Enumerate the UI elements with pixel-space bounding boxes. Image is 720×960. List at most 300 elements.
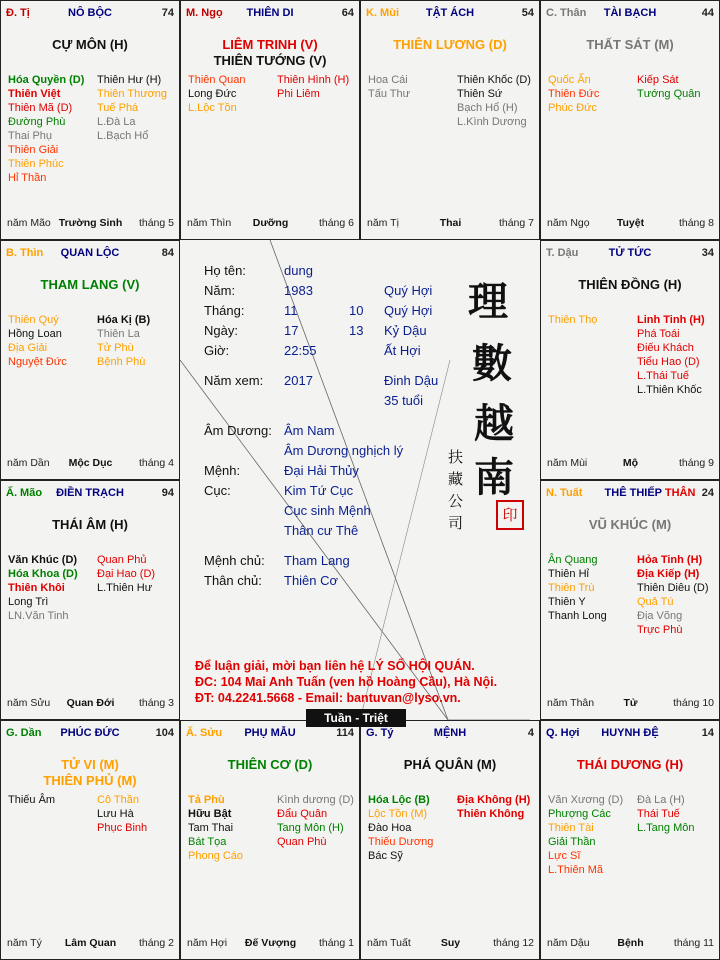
palace-year: năm Mùi [547, 457, 588, 469]
main-stars [181, 37, 359, 69]
palace-name [6, 7, 174, 19]
palace-footer [547, 217, 714, 231]
palace-footer [547, 697, 714, 711]
minor-star: Phục Binh [97, 822, 148, 834]
palace-stage: Tử [623, 697, 638, 709]
name-label: Họ tên: [204, 263, 246, 278]
minor-star: Đường Phù [8, 116, 66, 128]
palace-header [186, 7, 354, 23]
palace-footer [547, 937, 714, 951]
minor-star: Hữu Bật [188, 808, 232, 820]
palace-header [6, 487, 174, 503]
palace-name [6, 727, 174, 739]
palace-cell[interactable] [0, 240, 180, 480]
year-label: Năm: [204, 283, 236, 298]
palace-age-number: 14 [701, 727, 714, 739]
palace-footer [547, 457, 714, 471]
day-can-chi: Kỷ Dậu [384, 323, 427, 338]
palace-name [546, 247, 714, 259]
palace-age-number: 54 [521, 7, 534, 19]
cuc-note-2: Thân cư Thê [284, 523, 359, 538]
palace-year: năm Tý [7, 937, 42, 949]
calligraphy-char: 南 [474, 454, 514, 501]
palace-footer [7, 457, 174, 471]
palace-name-text: ĐIỀN TRẠCH [56, 487, 124, 499]
palace-branch: T. Dậu [546, 247, 579, 259]
minor-star: Thiên Sứ [457, 88, 503, 100]
palace-year: năm Thìn [187, 217, 232, 229]
minor-star: Thiên Khôi [8, 582, 65, 594]
palace-branch: N. Tuất [546, 487, 583, 499]
palace-month: tháng 5 [138, 217, 174, 229]
minor-star: Thiên Việt [8, 88, 61, 100]
minor-star: Phong Cáo [188, 850, 244, 862]
minor-star: Tiểu Hao (D) [637, 356, 700, 368]
minor-star: Nguyệt Đức [8, 356, 67, 368]
minor-star: Hóa Kị (B) [97, 314, 151, 326]
minor-star: Văn Xương (D) [548, 794, 624, 806]
palace-cell[interactable] [0, 480, 180, 720]
minor-star: Tử Phù [97, 342, 134, 354]
minor-star: Quan Phù [277, 836, 327, 848]
minor-star: L.Thái Tuế [637, 370, 689, 382]
minor-star: Thiên La [97, 328, 140, 340]
minor-star: Lực Sĩ [548, 850, 581, 862]
main-star: THAM LANG (V) [40, 277, 140, 292]
menh-chu-value: Tham Lang [284, 553, 350, 568]
palace-age-number: 104 [155, 727, 174, 739]
minor-star: Thiên Hỉ [548, 568, 589, 580]
month-lunar: 10 [349, 303, 364, 318]
am-duong-label: Âm Dương: [204, 423, 272, 438]
minor-star: Trực Phù [637, 624, 683, 636]
palace-branch: M. Ngọ [186, 7, 223, 19]
main-star: TỬ VI (M) [61, 757, 119, 772]
calligraphy-small-char: 扶 [448, 448, 464, 466]
palace-year: năm Dần [7, 457, 50, 469]
palace-month: tháng 8 [678, 217, 714, 229]
palace-age-number: 114 [336, 727, 354, 739]
minor-star: Hỉ Thần [8, 172, 47, 184]
minor-star: Cô Thần [97, 794, 139, 806]
am-duong-value: Âm Nam [284, 423, 335, 438]
minor-star: Thiên Mã (D) [8, 102, 73, 114]
main-stars [541, 37, 719, 53]
palace-header [6, 727, 174, 743]
palace-name [6, 487, 174, 499]
calligraphy-char: 理 [468, 278, 508, 325]
main-stars [1, 37, 179, 53]
main-stars [541, 277, 719, 293]
red-seal-stamp: 印 [496, 500, 524, 530]
palace-branch: Ấ. Sửu [186, 727, 223, 739]
minor-star: Địa Kiếp (H) [637, 568, 700, 580]
minor-star: Đại Hao (D) [97, 568, 156, 580]
palace-branch: G. Tý [366, 727, 394, 739]
main-star: THIÊN ĐỒNG (H) [578, 277, 682, 292]
palace-footer [187, 937, 354, 951]
minor-star: Phúc Đức [548, 102, 597, 114]
than-marker: THÂN [664, 487, 696, 499]
palace-name [366, 7, 534, 19]
minor-star: L.Kình Dương [457, 116, 527, 128]
minor-star: Thiên Thọ [548, 314, 598, 326]
minor-star: Giải Thần [548, 836, 596, 848]
palace-year: năm Hợi [187, 937, 228, 949]
minor-star: Ân Quang [548, 554, 598, 566]
main-stars [181, 757, 359, 773]
minor-star: Thiên Khốc (D) [457, 74, 531, 86]
minor-star: Thiếu Âm [8, 794, 56, 806]
palace-age-number: 74 [161, 7, 174, 19]
minor-star: Phi Liêm [277, 88, 320, 100]
palace-branch: G. Dần [6, 727, 42, 739]
minor-stars-right [97, 313, 150, 369]
minor-star: Lưu Hà [97, 808, 134, 820]
palace-age-number: 94 [161, 487, 174, 499]
palace-age-number: 24 [701, 487, 714, 499]
palace-name-text: PHÚC ĐỨC [60, 727, 120, 739]
minor-star: Kiếp Sát [637, 74, 679, 86]
palace-cell[interactable] [540, 0, 720, 240]
minor-star: Long Trì [8, 596, 49, 608]
minor-stars-left [8, 313, 67, 369]
minor-stars-right [97, 553, 155, 595]
palace-cell[interactable] [540, 720, 720, 960]
palace-year: năm Dậu [547, 937, 590, 949]
minor-star: L.Thiên Hư [97, 582, 153, 594]
palace-cell[interactable] [180, 0, 360, 240]
main-star: VŨ KHÚC (M) [588, 517, 672, 532]
minor-star: Thiên Y [548, 596, 586, 608]
palace-name [366, 727, 534, 739]
minor-star: Hoa Cái [368, 74, 408, 86]
am-duong-note: Âm Dương nghịch lý [284, 443, 404, 458]
minor-stars-left [548, 73, 599, 115]
palace-name-text: TỬ TỨC [608, 247, 652, 259]
palace-name-text: PHỤ MẪU [244, 727, 296, 739]
palace-name [546, 727, 714, 739]
hour-label: Giờ: [204, 343, 230, 358]
minor-star: L.Bạch Hổ [97, 130, 149, 142]
palace-age-number: 44 [701, 7, 714, 19]
minor-star: Văn Khúc (D) [8, 554, 78, 566]
palace-stage: Tuyệt [616, 217, 645, 229]
minor-stars-left [8, 553, 78, 623]
palace-footer [187, 217, 354, 231]
palace-name-text: QUAN LỘC [60, 247, 120, 259]
minor-star: L.Lộc Tồn [188, 102, 237, 114]
minor-star: Tả Phù [188, 794, 225, 806]
cuc-value: Kim Tứ Cục [284, 483, 354, 498]
palace-stage: Dưỡng [252, 217, 289, 229]
palace-branch: Đ. Tị [6, 7, 30, 19]
day-label: Ngày: [204, 323, 238, 338]
calligraphy-small-char: 藏 [448, 470, 464, 488]
minor-star: Hóa Khoa (D) [8, 568, 78, 580]
minor-star: Thiên Trù [548, 582, 595, 594]
minor-star: Đào Hoa [368, 822, 412, 834]
palace-year: năm Tuất [367, 937, 411, 949]
month-can-chi: Quý Hợi [384, 303, 433, 318]
minor-star: Tấu Thư [368, 88, 411, 100]
calligraphy-char: 越 [474, 400, 514, 447]
main-stars [541, 757, 719, 773]
palace-month: tháng 3 [138, 697, 174, 709]
main-star: THẤT SÁT (M) [586, 37, 674, 52]
minor-star: L.Tang Môn [637, 822, 695, 834]
palace-cell[interactable] [360, 720, 540, 960]
cuc-note-1: Cục sinh Mệnh [284, 503, 371, 518]
palace-header [6, 247, 174, 263]
year-can-chi: Quý Hợi [384, 283, 433, 298]
palace-header [366, 7, 534, 23]
palace-month: tháng 2 [138, 937, 174, 949]
minor-star: Thiên Quan [188, 74, 246, 86]
minor-stars-right [277, 73, 349, 101]
minor-stars-left [548, 553, 607, 623]
palace-stage: Mộ [622, 457, 639, 469]
palace-name [6, 247, 174, 259]
main-star: THIÊN TƯỚNG (V) [213, 53, 327, 68]
center-info-panel [180, 240, 540, 720]
month-value: 11 [284, 303, 298, 318]
view-year-can-chi: Đinh Dậu [384, 373, 439, 388]
palace-footer [7, 697, 174, 711]
minor-stars-right [637, 553, 709, 637]
minor-star: LN.Văn Tinh [8, 610, 69, 622]
cuc-label: Cục: [204, 483, 231, 498]
minor-star: Thiên Không [457, 808, 525, 820]
main-stars [1, 757, 179, 789]
minor-stars-right [277, 793, 354, 849]
minor-star: Bệnh Phù [97, 356, 146, 368]
palace-branch: Ấ. Mão [6, 487, 43, 499]
menh-chu-label: Mệnh chủ: [204, 553, 265, 568]
day-value: 17 [284, 323, 299, 338]
minor-star: Lộc Tồn (M) [368, 808, 428, 820]
palace-name-text: TÀI BẠCH [603, 7, 657, 19]
hour-value: 22:55 [284, 343, 317, 358]
contact-line-2: ĐC: 104 Mai Anh Tuấn (ven hồ Hoàng Cầu), Hà Nội. [195, 675, 498, 689]
minor-star: Thiên Thương [97, 88, 168, 100]
day-lunar: 13 [349, 323, 364, 338]
palace-header [546, 727, 714, 743]
minor-star: Linh Tinh (H) [637, 314, 705, 326]
palace-name [546, 7, 714, 19]
main-star: THÁI DƯƠNG (H) [576, 757, 684, 772]
palace-name [586, 487, 714, 499]
minor-star: Địa Giải [8, 342, 48, 354]
palace-cell[interactable] [180, 720, 360, 960]
palace-header [546, 247, 714, 263]
minor-star: Thai Phụ [8, 130, 53, 142]
year-value: 1983 [284, 283, 313, 298]
minor-star: Tam Thai [188, 822, 234, 834]
view-year-value: 2017 [284, 373, 313, 388]
palace-age-number: 34 [701, 247, 714, 259]
minor-star: Quốc Ấn [548, 74, 591, 86]
main-star: THIÊN LƯƠNG (D) [393, 37, 507, 52]
minor-stars-right [457, 73, 531, 129]
palace-footer [367, 217, 534, 231]
minor-stars-right [97, 73, 167, 143]
palace-footer [367, 937, 534, 951]
minor-star: L.Đà La [97, 116, 136, 128]
palace-year: năm Tị [367, 217, 399, 229]
palace-month: tháng 1 [318, 937, 354, 949]
minor-star: Đà La (H) [637, 794, 685, 806]
palace-header [546, 487, 714, 503]
palace-branch: B. Thìn [6, 247, 44, 259]
contact-line-1: Để luận giải, mời bạn liên hệ LÝ SỐ HỘI QUÁN. [195, 659, 475, 673]
minor-stars-left [188, 793, 243, 863]
palace-name-text: MỆNH [433, 727, 467, 739]
palace-age-number: 4 [527, 727, 534, 739]
palace-header [546, 7, 714, 23]
calligraphy-char: 數 [472, 340, 512, 387]
minor-star: Thiên Đức [548, 88, 600, 100]
calligraphy-small-char: 公 [448, 492, 464, 510]
palace-cell[interactable] [360, 0, 540, 240]
main-star: LIÊM TRINH (V) [222, 37, 318, 52]
minor-stars-left [8, 73, 84, 185]
palace-stage: Lâm Quan [64, 937, 117, 949]
contact-line-3: ĐT: 04.2241.5668 - Email: bantuvan@lyso.vn. [195, 691, 461, 705]
palace-age-number: 84 [161, 247, 174, 259]
palace-month: tháng 7 [498, 217, 534, 229]
minor-star: Thiếu Dương [368, 836, 434, 848]
minor-star: Bạch Hổ (H) [457, 102, 518, 114]
palace-stage: Thai [439, 217, 462, 229]
main-star: THIÊN CƠ (D) [227, 757, 313, 772]
palace-name-text: THÊ THIẾP [604, 487, 662, 499]
palace-year: năm Mão [7, 217, 51, 229]
palace-stage: Đế Vượng [244, 937, 297, 949]
minor-star: Địa Võng [637, 610, 683, 622]
minor-stars-left [368, 73, 410, 101]
palace-name-text: TẬT ÁCH [425, 7, 475, 19]
palace-header [366, 727, 534, 743]
palace-year: năm Sửu [7, 697, 51, 709]
palace-month: tháng 9 [678, 457, 714, 469]
view-year-label: Năm xem: [204, 373, 264, 388]
palace-branch: C. Thân [546, 7, 587, 19]
minor-star: Thiên Diêu (D) [637, 582, 709, 594]
minor-stars-right [637, 793, 694, 835]
minor-stars-right [457, 793, 530, 821]
palace-stage: Bệnh [617, 937, 644, 949]
minor-star: Bác Sỹ [368, 850, 403, 862]
minor-stars-left [368, 793, 433, 863]
minor-stars-left [548, 793, 623, 877]
minor-star: Long Đức [188, 88, 237, 100]
minor-star: Phượng Các [548, 808, 611, 820]
palace-footer [7, 937, 174, 951]
palace-year: năm Thân [547, 697, 595, 709]
menh-label: Mệnh: [204, 463, 241, 478]
main-stars [361, 37, 539, 53]
palace-header [186, 727, 354, 743]
minor-star: Hóa Lộc (B) [368, 794, 430, 806]
palace-stage: Trường Sinh [58, 217, 123, 229]
minor-stars-left [188, 73, 245, 115]
hour-can-chi: Ất Hợi [384, 343, 421, 358]
calligraphy-logo [448, 270, 528, 540]
main-stars [361, 757, 539, 773]
palace-name-text: THIÊN DI [246, 7, 294, 19]
minor-star: Kình dương (D) [277, 794, 354, 806]
main-stars [1, 517, 179, 533]
tuan-triet-badge: Tuần - Triệt [306, 709, 406, 727]
main-stars [541, 517, 719, 533]
minor-star: Quả Tú [637, 596, 674, 608]
minor-star: Thiên Hư (H) [97, 74, 162, 86]
palace-month: tháng 11 [673, 937, 714, 949]
main-star: CỰ MÔN (H) [52, 37, 128, 52]
palace-cell[interactable] [0, 0, 180, 240]
minor-star: Thiên Phúc [8, 158, 64, 170]
name-value: dung [284, 263, 313, 278]
minor-star: Tướng Quân [637, 88, 701, 100]
minor-star: Quan Phủ [97, 554, 147, 566]
minor-star: Hồng Loan [8, 328, 62, 340]
minor-stars-right [97, 793, 147, 835]
palace-stage: Suy [440, 937, 461, 949]
minor-stars-left [8, 793, 55, 807]
palace-month: tháng 6 [318, 217, 354, 229]
minor-star: Điếu Khách [637, 342, 694, 354]
minor-star: Phá Toái [637, 328, 680, 340]
menh-value: Đại Hải Thủy [284, 463, 359, 478]
minor-star: Thiên Quý [8, 314, 59, 326]
minor-star: L.Thiên Mã [548, 864, 604, 876]
minor-star: Tuế Phá [97, 102, 139, 114]
minor-star: Đẩu Quân [277, 808, 328, 820]
calligraphy-small-char: 司 [448, 514, 464, 532]
minor-star: Địa Không (H) [457, 794, 531, 806]
main-star: THÁI ÂM (H) [52, 517, 128, 532]
palace-cell[interactable] [540, 240, 720, 480]
palace-name [186, 7, 354, 19]
month-label: Tháng: [204, 303, 245, 318]
palace-cell[interactable] [540, 480, 720, 720]
than-chu-label: Thân chủ: [204, 573, 262, 588]
minor-star: Thái Tuế [637, 808, 680, 820]
palace-month: tháng 4 [138, 457, 174, 469]
palace-name-text: HUYNH ĐỆ [601, 727, 659, 739]
age: 35 tuổi [384, 393, 424, 408]
palace-month: tháng 10 [673, 697, 714, 709]
palace-footer [7, 217, 174, 231]
palace-month: tháng 12 [493, 937, 534, 949]
minor-stars-right [637, 73, 701, 101]
palace-name [186, 727, 354, 739]
palace-age-number: 64 [341, 7, 354, 19]
palace-branch: Q. Hợi [546, 727, 580, 739]
than-chu-value: Thiên Cơ [284, 573, 339, 588]
palace-cell[interactable] [0, 720, 180, 960]
palace-branch: K. Mùi [366, 7, 399, 19]
palace-name-text: NÔ BỘC [68, 7, 112, 19]
contact-info [195, 658, 497, 706]
minor-star: Thiên Tài [548, 822, 594, 834]
minor-star: Bát Tọa [188, 836, 227, 848]
minor-star: Thiên Hình (H) [277, 74, 350, 86]
main-star: THIÊN PHỦ (M) [43, 773, 137, 788]
main-stars [1, 277, 179, 293]
minor-star: Thiên Giải [8, 144, 59, 156]
